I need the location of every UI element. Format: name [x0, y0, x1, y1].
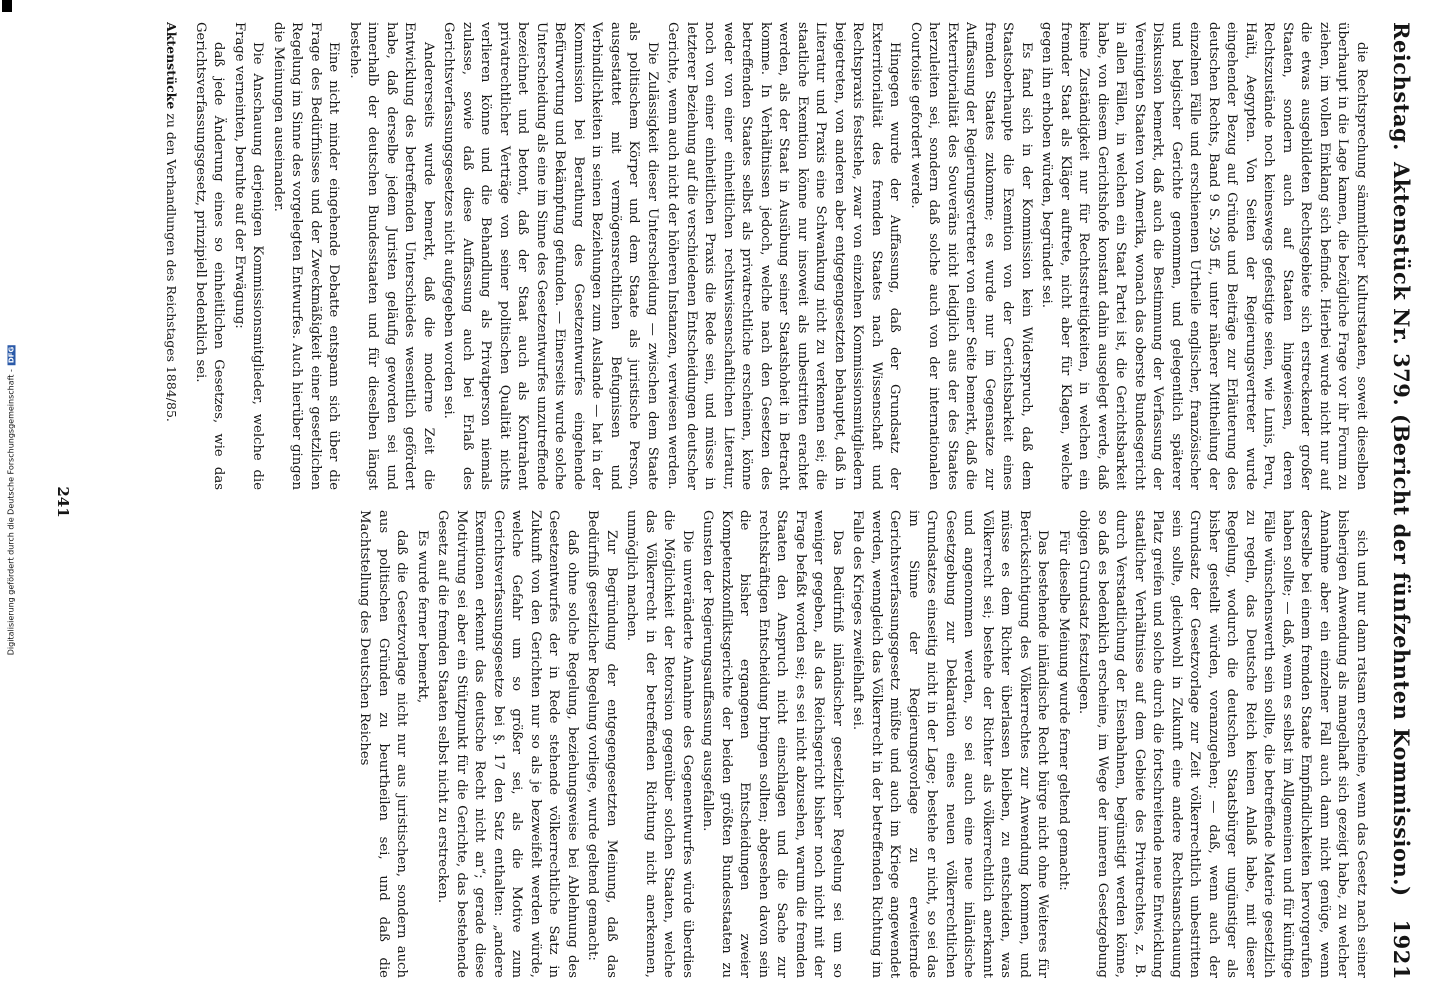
- body-paragraph: Es fand sich in der Kommission kein Widerspruch, daß dem Staatsoberhaupte die Exemtion von der Gerichtsbarkeit eines fremden Staates zukomme; es wurde nur im Gegensatze zur Auffassung der Regierungsvertreter von einer Seite bemerkt, daß die Exterritorialität des Souveräns nicht lediglich aus der des Staates herzuleiten sei, sondern daß solche auch von der internationalen Courtoisie gefordert werde.: [908, 22, 1034, 490]
- footer-page-number: 241: [54, 486, 72, 518]
- footnote-label: Aktenstücke: [164, 22, 180, 110]
- body-paragraph: Für dieselbe Meinung wurde ferner geltend gemacht:: [1056, 530, 1071, 891]
- body-paragraph: Hingegen wurde der Auffassung, daß der Grundsatz der Exterritorialität des fremden Staates nach Wissenschaft und Rechtspraxis feststehe, zwar von einzelnen Kommissionsmitgliedern beigetreten, von anderen aber entgegengesetzten behauptet, daß in Literatur und Praxis eine Schwankung nicht zu verkennen sei; die staatliche Exemtion könne nur insoweit als unbestritten erachtet werden, als der Staat in Ausübung seiner Staatshoheit in Betracht komme. In Verhältnissen jedoch, welche nach den Gesetzen des betreffenden Staates selbst als privatrechtliche erscheinen, könne weder von einer einheitlichen rechtswissenschaftlichen Literatur, noch von einer einheitlichen Praxis die Rede sein, und müsse in letzterer Beziehung auf die verschiedenen Entscheidungen deutscher Gerichte, wenn auch nicht der höheren Instanzen, verwiesen werden.: [665, 22, 903, 490]
- body-paragraph: Die Zulässigkeit dieser Unterscheidung — zwischen dem Staate als politischem Körper und dem Staate als juristische Person, ausgestattet mit vermögensrechtlichen Befugnissen und Verbindlichkeiten in seinen Beziehungen zum Auslande — hat in der Kommission bei Berathung des Gesetzentwurfes eingehende Befürwortung und Bekämpfung gefunden. — Einerseits wurde solche Unterscheidung als eine im Sinne des Gesetzentwurfes unzutreffende bezeichnet und betont, daß der Staat auch als Kontrahent privatrechtlicher Verträge von seiner politischen Qualität nichts verlieren könne und die Behandlung als Privatperson niemals zulasse, sowie daß diese Auffassung auch bei Erlaß des Gerichtsverfassungsgesetzes nicht aufgegeben worden sei.: [441, 22, 660, 490]
- body-paragraph: Das bestehende inländische Recht bürge nicht ohne Weiteres für Berücksichtigung des Völkerrechtes zur Anwendung kommen, und müsse es dem Richter überlassen bleiben, zu entscheiden, was Völkerrecht sei; bestehe der Richter als völkerrechtlich anerkannt und angenommen werden, so sei auch eine neue inländische Gesetzgebung zur Deklaration eines neuen völkerrechtlichen Grundsatzes einseitig nicht in der Lage; bestehe er nicht, so sei das im Sinne der Regierungsvorlage zu erweiternde Gerichtsverfassungsgesetz müßte und auch im Kriege angewendet werden, wenngleich das Völkerrecht in der betreffenden Richtung im Falle des Krieges zweifelhaft sei.: [850, 510, 1051, 978]
- digitization-credit-sidebar: [0, 0, 22, 1000]
- digitization-credit-text: Digitalisierung gefördert durch die Deutsche Forschungsgemeinschaft -: [6, 369, 16, 656]
- footnote-text: zu den Verhandlungen des Reichstages 1884/85.: [164, 113, 180, 422]
- dfg-logo: DFG: [7, 346, 16, 364]
- footnote: [164, 22, 181, 490]
- body-paragraph: sich und nur dann ratsam erscheine, wenn das Gesetz nach seiner bisherigen Anwendung als mangelhaft sich gezeigt habe, zu welcher Annahme aber ein einzelner Fall auch dann nicht genüge, wenn derselbe bei einem fremden Staate Empfindlichkeiten hervorgerufen haben sollte; — daß, wenn es selbst im Allgemeinen und für künftige Fälle wünschenswerth sein sollte, die betreffende Materie gesetzlich zu regeln, das Deutsche Reich keinen Anlaß habe, mit dieser Regelung, wodurch die deutschen Staatsbürger ungünstiger als bisher gestellt würden, voranzugehen; — daß, wenn auch der Grundsatz der Gesetzvorlage zur Zeit völkerrechtlich unbestritten sein sollte, gleichwohl in Zukunft eine andere Rechtsanschauung Platz greifen und solche durch die fortschreitende neue Entwicklung staatlicher Verhältnisse auf dem Gebiete des Privatrechtes, z. B. durch Verstaatlichung der Eisenbahnen, begünstigt werden könne, so daß es bedenklich erscheine, im Wege der inneren Gesetzgebung obigen Grundsatz festzulegen.: [1076, 510, 1369, 978]
- page-header: [1378, 12, 1422, 992]
- body-paragraph: daß jede Änderung eines so einheitlichen Gesetzes, wie das Gerichtsverfassungsgesetz, prinzipiell bedenklich sei.: [193, 22, 227, 490]
- body-paragraph: Die unveränderte Annahme des Gegenentwurfes würde überdies die Möglichkeit der Retorsion gegenüber solchen Staaten, welche das Völkerrecht in der betreffenden Richtung nicht anerkennen, unmöglich machen.: [624, 510, 695, 978]
- body-paragraph: Zur Begründung der entgegengesetzten Meinung, daß das Bedürfniß gesetzlicher Regelung vorliege, wurde geltend gemacht:: [585, 510, 619, 978]
- header-page-number: 1921: [1389, 919, 1414, 980]
- body-paragraph: Die Anschauung derjenigen Kommissionsmitglieder, welche die Frage verneinten, beruhte auf der Erwägung:: [232, 22, 266, 490]
- digitization-credit: [7, 345, 16, 655]
- body-paragraph: daß die Gesetzvorlage nicht nur aus juristischen, sondern auch aus politischen Gründen zu beurtheilen sei, und daß die Machtstellung des Deutschen Reiches: [357, 510, 410, 978]
- body-paragraph: Das Bedürfniß inländischer gesetzlicher Regelung sei um so weniger gegeben, als das Reichsgericht bisher noch nicht mit der Frage befaßt worden sei; es sei nicht abzusehen, warum die fremden Staaten den Anspruch nicht einschlagen und die Sache zur rechtskräftigen Entscheidung bringen sollten; abgesehen davon sein die bisher ergangenen Entscheidungen zweier Kompetenzkonfliktsgerichte der beiden größten Bundesstaaten zu Gunsten der Regierungsauffassung ausgefallen.: [700, 510, 845, 978]
- header-document-title: Aktenstück Nr. 379. (Bericht der fünfzehnten Kommission.): [1389, 162, 1414, 897]
- body-paragraph: daß ohne solche Regelung, beziehungsweise bei Ablehnung des Gesetzentwurfes der in Rede stehende völkerrechtliche Satz in Zukunft von den Gerichten nur so als je bezweifelt werden würde, welche Gefahr um so größer sei, als die Motive zum Gerichtsverfassungsgesetze bei §. 17 den Satz enthalten: „andere Exemtionen erkennt das deutsche Recht nicht an“; gerade diese Motivirung sei aber ein Stützpunkt für die Gerichte, das bestehende Gesetz auf die fremden Staaten selbst nicht zu erstrecken.: [435, 510, 580, 978]
- scanned-page: [32, 12, 1422, 992]
- body-paragraph: die Rechtsprechung sämmtlicher Kulturstaaten, soweit dieselben überhaupt in die Lage kamen, die bezügliche Frage vor ihr Forum zu ziehen, im vollen Einklang sich befinde. Hierbei wurde nicht nur auf die etwas ausgebildeten Rechtsgebiete sich erstreckender großer Staaten, sondern auch auf Staaten hingewiesen, deren Rechtszustände noch keineswegs gefestigte seien, wie Lunis, Peru, Haïti, Aegypten. Von Seiten der Regierungsvertreter wurde eingehender Bezug auf Gründe und Beiträge zur Erläuterung des deutschen Rechts, Band 9 S. 295 ff., unter näherer Mittheilung der einzelnen Fälle und erschienenen Urtheile englischer, französischer und belgischer Gerichte genommen, und gelegentlich späterer Diskussion bemerkt, daß auch die Bestimmung der Verfassung der Vereinigten Staaten von Amerika, wonach das oberste Bundesgericht in allen Fällen, in welchen ein Staat Partei ist, die Gerichtsbarkeit habe, von diesem Gerichtshofe konstant dahin ausgelegt werde, daß keine Zuständigkeit nur für Rechtsstreitigkeiten, in welchen ein fremder Staat als Kläger auftrete, nicht aber für Klagen, welche gegen ihn erhoben würden, begründet sei.: [1039, 22, 1369, 490]
- body-paragraph: Eine nicht minder eingehende Debatte entspann sich über die Frage des Bedürfnisses und der Zweckmäßigkeit einer gesetzlichen Regelung im Sinne des vorgelegten Entwurfes. Auch hierüber gingen die Meinungen auseinander.: [271, 22, 342, 490]
- left-text-column: [90, 22, 1370, 490]
- body-paragraph: Andererseits wurde bemerkt, daß die moderne Zeit die Entwicklung des betreffenden Unterschiedes wesentlich gefördert habe, daß derselbe jedem Juristen geläufig geworden sei und innerhalb der deutschen Bundesstaaten und für dieselben längst bestehe.: [347, 22, 436, 490]
- header-reichstag: Reichstag.: [1389, 22, 1414, 151]
- body-paragraph: Es wurde ferner bemerkt,: [415, 530, 430, 704]
- right-text-column: [170, 510, 1370, 978]
